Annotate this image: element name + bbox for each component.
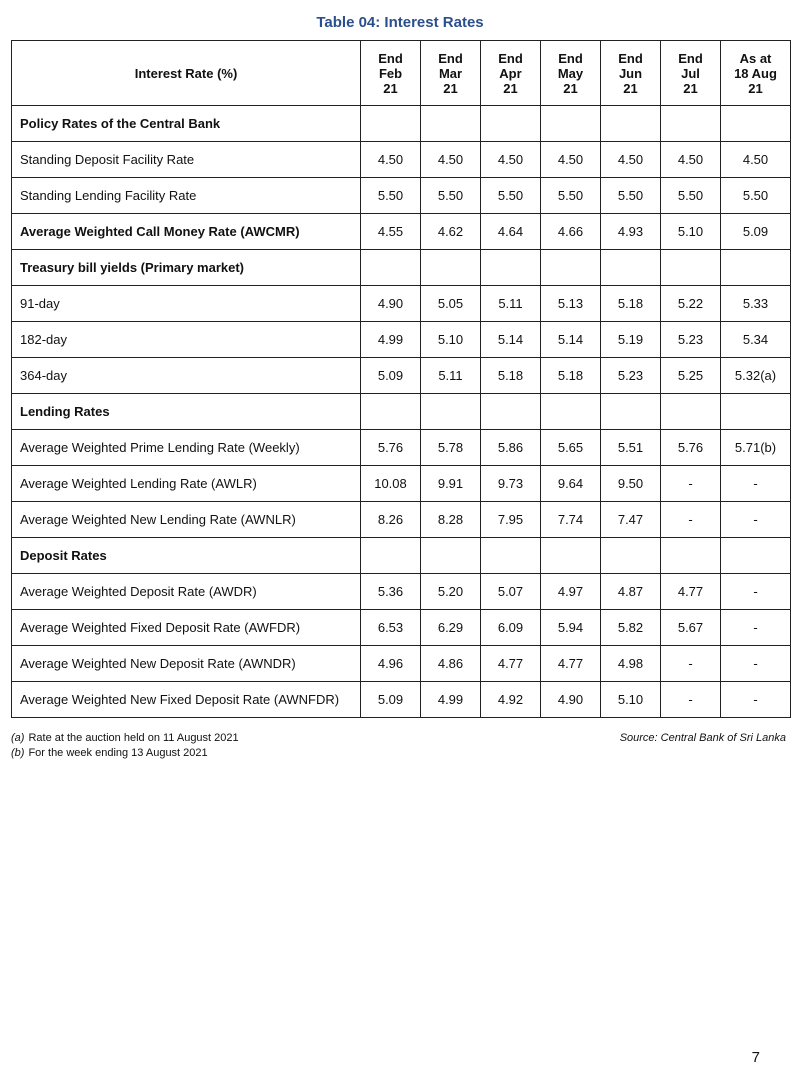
rate-cell: 5.50 bbox=[721, 178, 791, 214]
table-section-row bbox=[12, 106, 791, 142]
table-body bbox=[12, 106, 791, 718]
rate-cell: 5.50 bbox=[481, 178, 541, 214]
rate-cell: 10.08 bbox=[361, 466, 421, 502]
rate-cell: 5.76 bbox=[661, 430, 721, 466]
rate-cell: 5.36 bbox=[361, 574, 421, 610]
rate-cell: 9.91 bbox=[421, 466, 481, 502]
rate-cell: 4.98 bbox=[601, 646, 661, 682]
table-row bbox=[12, 322, 791, 358]
header-line: 21 bbox=[748, 80, 763, 96]
rate-cell: 5.50 bbox=[361, 178, 421, 214]
table-row bbox=[12, 358, 791, 394]
rate-cell: 5.32(a) bbox=[721, 358, 791, 394]
rate-cell: 5.25 bbox=[661, 358, 721, 394]
rate-cell: 6.53 bbox=[361, 610, 421, 646]
rate-cell bbox=[361, 250, 421, 286]
row-label: Average Weighted Prime Lending Rate (Weekly) bbox=[12, 430, 361, 466]
rate-cell: 5.10 bbox=[661, 214, 721, 250]
rate-cell: - bbox=[721, 466, 791, 502]
header-line: 21 bbox=[563, 80, 578, 96]
rate-cell bbox=[661, 106, 721, 142]
rate-cell: 5.11 bbox=[421, 358, 481, 394]
rate-cell bbox=[421, 538, 481, 574]
rate-cell: 4.50 bbox=[721, 142, 791, 178]
rate-cell: 9.73 bbox=[481, 466, 541, 502]
rate-cell: 4.50 bbox=[421, 142, 481, 178]
rate-cell: 5.50 bbox=[601, 178, 661, 214]
rate-cell: 5.11 bbox=[481, 286, 541, 322]
rate-cell: - bbox=[721, 682, 791, 718]
row-label: Average Weighted New Lending Rate (AWNLR) bbox=[12, 502, 361, 538]
rate-cell: - bbox=[721, 574, 791, 610]
header-line: End bbox=[438, 50, 463, 66]
row-label: Standing Lending Facility Rate bbox=[12, 178, 361, 214]
rate-cell: 5.05 bbox=[421, 286, 481, 322]
table-title: Table 04: Interest Rates bbox=[316, 14, 484, 31]
row-label: Policy Rates of the Central Bank bbox=[12, 106, 361, 142]
header-row bbox=[12, 41, 791, 106]
header-line: End bbox=[378, 50, 403, 66]
rate-cell: - bbox=[661, 646, 721, 682]
row-label: 91-day bbox=[12, 286, 361, 322]
rate-cell: 5.50 bbox=[661, 178, 721, 214]
footnote-a bbox=[11, 732, 239, 744]
page-number: 7 bbox=[751, 1049, 760, 1066]
table-header bbox=[12, 41, 791, 106]
table-row bbox=[12, 646, 791, 682]
source-note: Source: Central Bank of Sri Lanka bbox=[619, 732, 786, 744]
rate-cell bbox=[601, 538, 661, 574]
rate-cell bbox=[361, 106, 421, 142]
rate-cell: 5.09 bbox=[361, 682, 421, 718]
row-label: Average Weighted Call Money Rate (AWCMR) bbox=[12, 214, 361, 250]
footnote-text: Rate at the auction held on 11 August 2021 bbox=[28, 732, 239, 744]
row-label: Average Weighted Deposit Rate (AWDR) bbox=[12, 574, 361, 610]
rate-cell: 6.29 bbox=[421, 610, 481, 646]
header-line: May bbox=[557, 65, 584, 81]
rate-cell: 5.78 bbox=[421, 430, 481, 466]
rate-cell: 5.50 bbox=[421, 178, 481, 214]
footnote-mark: (b) bbox=[11, 747, 25, 759]
table-section-row bbox=[12, 214, 791, 250]
table-row bbox=[12, 466, 791, 502]
rate-cell bbox=[361, 394, 421, 430]
rate-cell: 7.95 bbox=[481, 502, 541, 538]
rate-cell bbox=[601, 394, 661, 430]
rate-cell: 5.13 bbox=[541, 286, 601, 322]
rate-cell: 8.28 bbox=[421, 502, 481, 538]
table-section-row bbox=[12, 538, 791, 574]
rate-cell: 4.50 bbox=[601, 142, 661, 178]
table-row bbox=[12, 430, 791, 466]
row-label: Average Weighted Lending Rate (AWLR) bbox=[12, 466, 361, 502]
rate-cell: 5.09 bbox=[721, 214, 791, 250]
header-line: Jul bbox=[681, 65, 700, 81]
rate-cell: 4.92 bbox=[481, 682, 541, 718]
rate-cell: 9.64 bbox=[541, 466, 601, 502]
header-line: Mar bbox=[438, 65, 463, 81]
rate-cell: - bbox=[661, 682, 721, 718]
rate-cell: 4.90 bbox=[361, 286, 421, 322]
rate-cell: 5.10 bbox=[421, 322, 481, 358]
header-line: End bbox=[558, 50, 583, 66]
rate-cell: 5.67 bbox=[661, 610, 721, 646]
rate-cell: - bbox=[661, 466, 721, 502]
rate-cell: 4.50 bbox=[361, 142, 421, 178]
rate-cell: 5.23 bbox=[661, 322, 721, 358]
header-line: End bbox=[678, 50, 703, 66]
header-line: Jun bbox=[618, 65, 643, 81]
rate-cell: 5.51 bbox=[601, 430, 661, 466]
rate-cell: 4.50 bbox=[661, 142, 721, 178]
rate-cell: 4.77 bbox=[661, 574, 721, 610]
rate-cell: - bbox=[721, 610, 791, 646]
rate-cell: - bbox=[721, 502, 791, 538]
header-period-column bbox=[601, 41, 661, 106]
table-row bbox=[12, 502, 791, 538]
rate-cell bbox=[721, 106, 791, 142]
header-line: End bbox=[498, 50, 523, 66]
header-line: 21 bbox=[443, 80, 458, 96]
footnote-text: For the week ending 13 August 2021 bbox=[28, 747, 208, 759]
rate-cell bbox=[721, 250, 791, 286]
table-row bbox=[12, 610, 791, 646]
rate-cell bbox=[481, 394, 541, 430]
rate-cell: 5.18 bbox=[601, 286, 661, 322]
rate-cell bbox=[481, 250, 541, 286]
rate-cell: 5.19 bbox=[601, 322, 661, 358]
header-line: As at bbox=[739, 50, 772, 66]
header-line: Feb bbox=[378, 65, 403, 81]
rate-cell: 5.65 bbox=[541, 430, 601, 466]
header-line: Apr bbox=[499, 65, 522, 81]
header-period-column bbox=[421, 41, 481, 106]
table-row bbox=[12, 682, 791, 718]
row-label: Average Weighted Fixed Deposit Rate (AWFDR) bbox=[12, 610, 361, 646]
rate-cell bbox=[721, 538, 791, 574]
rate-cell: 5.50 bbox=[541, 178, 601, 214]
rate-cell: 4.97 bbox=[541, 574, 601, 610]
row-label: 182-day bbox=[12, 322, 361, 358]
rate-cell: 5.14 bbox=[481, 322, 541, 358]
rate-cell: 4.77 bbox=[481, 646, 541, 682]
header-period-column bbox=[541, 41, 601, 106]
rate-cell: 4.99 bbox=[361, 322, 421, 358]
header-period-column bbox=[481, 41, 541, 106]
header-line: Interest Rate (%) bbox=[134, 65, 238, 81]
rate-cell: 4.62 bbox=[421, 214, 481, 250]
header-line: 21 bbox=[683, 80, 698, 96]
footnote-b bbox=[11, 747, 208, 759]
rate-cell: 5.18 bbox=[481, 358, 541, 394]
rate-cell bbox=[481, 106, 541, 142]
rate-cell: 5.23 bbox=[601, 358, 661, 394]
header-label-column bbox=[12, 41, 361, 106]
rate-cell: 4.90 bbox=[541, 682, 601, 718]
row-label: Average Weighted New Deposit Rate (AWNDR) bbox=[12, 646, 361, 682]
rate-cell: 5.10 bbox=[601, 682, 661, 718]
rate-cell bbox=[721, 394, 791, 430]
header-line: 21 bbox=[503, 80, 518, 96]
rate-cell: - bbox=[661, 502, 721, 538]
rate-cell: 4.66 bbox=[541, 214, 601, 250]
rate-cell bbox=[481, 538, 541, 574]
row-label: Deposit Rates bbox=[12, 538, 361, 574]
row-label: Lending Rates bbox=[12, 394, 361, 430]
rate-cell: 5.33 bbox=[721, 286, 791, 322]
rate-cell: 4.55 bbox=[361, 214, 421, 250]
header-line: End bbox=[618, 50, 643, 66]
header-line: 21 bbox=[623, 80, 638, 96]
row-label: 364-day bbox=[12, 358, 361, 394]
table-row bbox=[12, 178, 791, 214]
footnote-mark: (a) bbox=[11, 732, 25, 744]
row-label: Average Weighted New Fixed Deposit Rate (AWNFDR) bbox=[12, 682, 361, 718]
rate-cell: 5.22 bbox=[661, 286, 721, 322]
rate-cell: 4.50 bbox=[541, 142, 601, 178]
rate-cell: 9.50 bbox=[601, 466, 661, 502]
header-line: 18 Aug bbox=[734, 65, 777, 81]
rate-cell: 6.09 bbox=[481, 610, 541, 646]
table-row bbox=[12, 142, 791, 178]
rate-cell: 5.07 bbox=[481, 574, 541, 610]
header-period-column bbox=[661, 41, 721, 106]
table-section-row bbox=[12, 250, 791, 286]
interest-rates-table bbox=[11, 40, 791, 718]
table-row bbox=[12, 574, 791, 610]
header-period-column bbox=[721, 41, 791, 106]
rate-cell: 4.93 bbox=[601, 214, 661, 250]
rate-cell: 5.76 bbox=[361, 430, 421, 466]
rate-cell: 4.87 bbox=[601, 574, 661, 610]
rate-cell bbox=[541, 394, 601, 430]
rate-cell bbox=[421, 394, 481, 430]
row-label: Treasury bill yields (Primary market) bbox=[12, 250, 361, 286]
rate-cell: 4.64 bbox=[481, 214, 541, 250]
rate-cell: 4.50 bbox=[481, 142, 541, 178]
table-section-row bbox=[12, 394, 791, 430]
rate-cell: 4.96 bbox=[361, 646, 421, 682]
rate-cell bbox=[541, 538, 601, 574]
rate-cell: 4.77 bbox=[541, 646, 601, 682]
rate-cell: 4.86 bbox=[421, 646, 481, 682]
rate-cell: 8.26 bbox=[361, 502, 421, 538]
rate-cell: 7.74 bbox=[541, 502, 601, 538]
rate-cell bbox=[421, 250, 481, 286]
rate-cell: 5.20 bbox=[421, 574, 481, 610]
rate-cell: 5.82 bbox=[601, 610, 661, 646]
rate-cell: 5.09 bbox=[361, 358, 421, 394]
rate-cell bbox=[421, 106, 481, 142]
rate-cell: 7.47 bbox=[601, 502, 661, 538]
rate-cell bbox=[601, 250, 661, 286]
table-row bbox=[12, 286, 791, 322]
rate-cell: - bbox=[721, 646, 791, 682]
rate-cell: 5.14 bbox=[541, 322, 601, 358]
rate-cell: 5.71(b) bbox=[721, 430, 791, 466]
rate-cell bbox=[661, 538, 721, 574]
rate-cell: 5.34 bbox=[721, 322, 791, 358]
rate-cell bbox=[361, 538, 421, 574]
rate-cell bbox=[661, 394, 721, 430]
header-line: 21 bbox=[383, 80, 398, 96]
rate-cell: 4.99 bbox=[421, 682, 481, 718]
header-period-column bbox=[361, 41, 421, 106]
rate-cell: 5.94 bbox=[541, 610, 601, 646]
rate-cell: 5.86 bbox=[481, 430, 541, 466]
rate-cell bbox=[601, 106, 661, 142]
rate-cell: 5.18 bbox=[541, 358, 601, 394]
rate-cell bbox=[661, 250, 721, 286]
rate-cell bbox=[541, 250, 601, 286]
rate-cell bbox=[541, 106, 601, 142]
row-label: Standing Deposit Facility Rate bbox=[12, 142, 361, 178]
